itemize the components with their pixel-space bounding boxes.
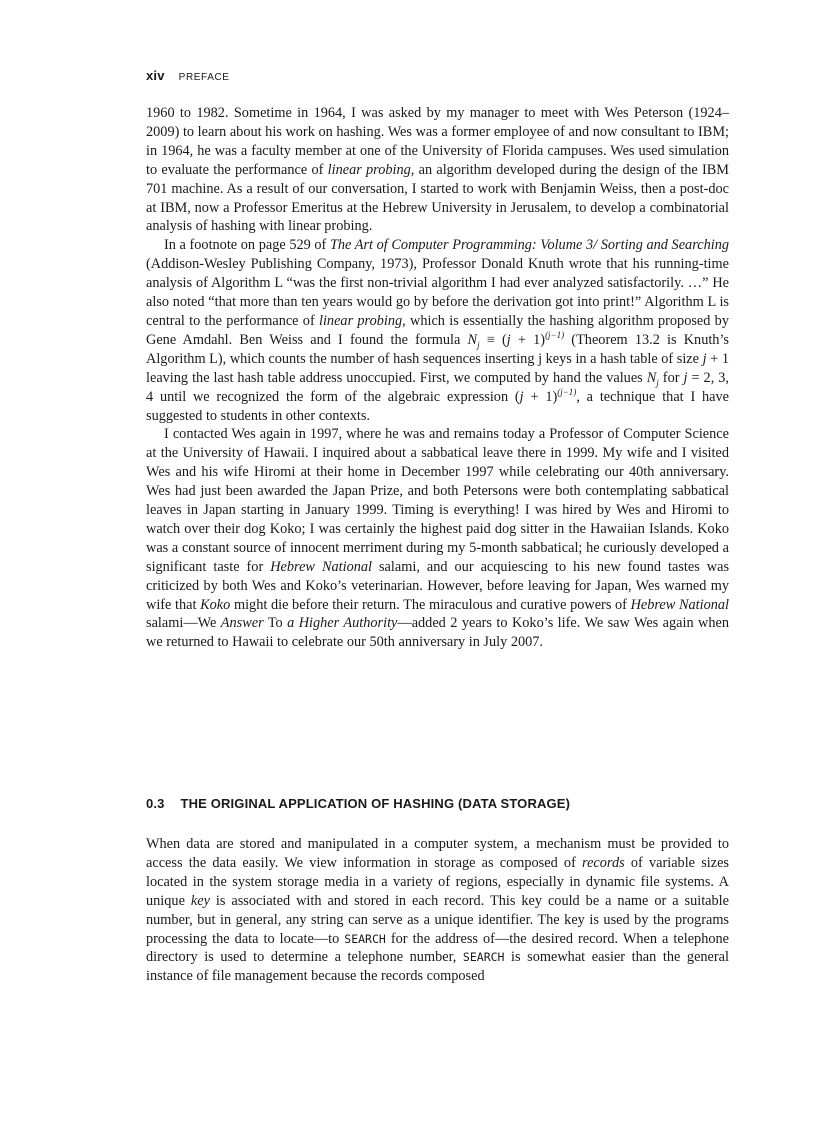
section-title: THE ORIGINAL APPLICATION OF HASHING (DATA STORAGE) — [180, 796, 571, 811]
page-number: xiv — [146, 68, 165, 83]
paragraph-1: 1960 to 1982. Sometime in 1964, I was asked by my manager to meet with Wes Peterson (1924–2009) to learn about his work on hashing. Wes was a former employee of and now consultant to IBM; in 1964, he was a faculty member at one of the University of Florida campuses. Wes used simulation to evaluate the performance of linear probing, an algorithm developed during the design of the IBM 701 machine. As a result of our conversation, I started to work with Benjamin Weiss, then a post-doc at IBM, now a Professor Emeritus at the Hebrew University in Jerusalem, to develop a combinatorial analysis of hashing with linear probing. — [146, 105, 729, 235]
running-head — [146, 67, 230, 85]
body-text — [146, 104, 729, 652]
section-body — [146, 835, 729, 986]
section-heading — [146, 796, 729, 811]
paragraph-2: In a footnote on page 529 of The Art of Computer Programming: Volume 3/ Sorting and Searching (Addison-Wesley Publishing Company, 1973), Professor Donald Knuth wrote that his running-time analysis of Algorithm L “was the first non-trivial algorithm I had ever analyzed satisfactorily. …” He also noted “that more than ten years would go by before the derivation got into print!” Algorithm L is central to the performance of linear probing, which is essentially the hashing algorithm proposed by Gene Amdahl. Ben Weiss and I found the formula $N_j \equiv (j + 1)^{(j-1)}$ (Theorem 13.2 is Knuth’s Algorithm L), which counts the number of hash sequences inserting j keys in a hash table of size j + 1 leaving the last hash table address unoccupied. First, we computed by hand the values $N_j$ for j = 2, 3, 4 until we recognized the form of the algebraic expression $(j + 1)^{(j-1)}$, a technique that I have suggested to students in other contexts. — [146, 237, 729, 424]
formula-n: N — [467, 331, 478, 348]
section-number: 0.3 — [146, 796, 165, 811]
running-title: PREFACE — [178, 72, 230, 83]
paragraph-3: I contacted Wes again in 1997, where he was and remains today a Professor of Computer Science at the University of Hawaii. I inquired about a sabbatical leave there in 1999. My wife and I visited Wes and his wife Hiromi at their home in December 1997 while celebrating our 40th anniversary. Wes had just been awarded the Japan Prize, and both Petersons were both contemplating sabbatical leaves in Japan starting in January 1999. Timing is everything! I was hired by Wes and Hiromi to watch over their dog Koko; I was certainly the highest paid dog sitter in the Hawaiian Islands. Koko was a constant source of innocent merriment during my 5-month sabbatical; he curiously developed a significant taste for Hebrew National salami, and our acquiescing to his new found tastes was criticized by both Wes and Koko’s veterinarian. However, before leaving for Japan, Wes warned my wife that Koko might die before their return. The miraculous and curative powers of Hebrew National salami—We Answer To a Higher Authority—added 2 years to Koko’s life. We saw Wes again when we returned to Hawaii to celebrate our 50th anniversary in July 2007. — [146, 426, 730, 651]
paragraph-4: When data are stored and manipulated in a computer system, a mechanism must be provided to access the data easily. We view information in storage as composed of records of variable sizes located in the system storage media in a variety of regions, especially in dynamic file systems. A unique key is associated with and stored in each record. This key could be a name or a suitable number, but in general, any string can serve as a unique identifier. The key is used by the programs processing the data to locate—to SEARCH for the address of—the desired record. When a telephone directory is used to determine a telephone number, SEARCH is somewhat easier than the general instance of file management because the records composed — [146, 836, 729, 985]
